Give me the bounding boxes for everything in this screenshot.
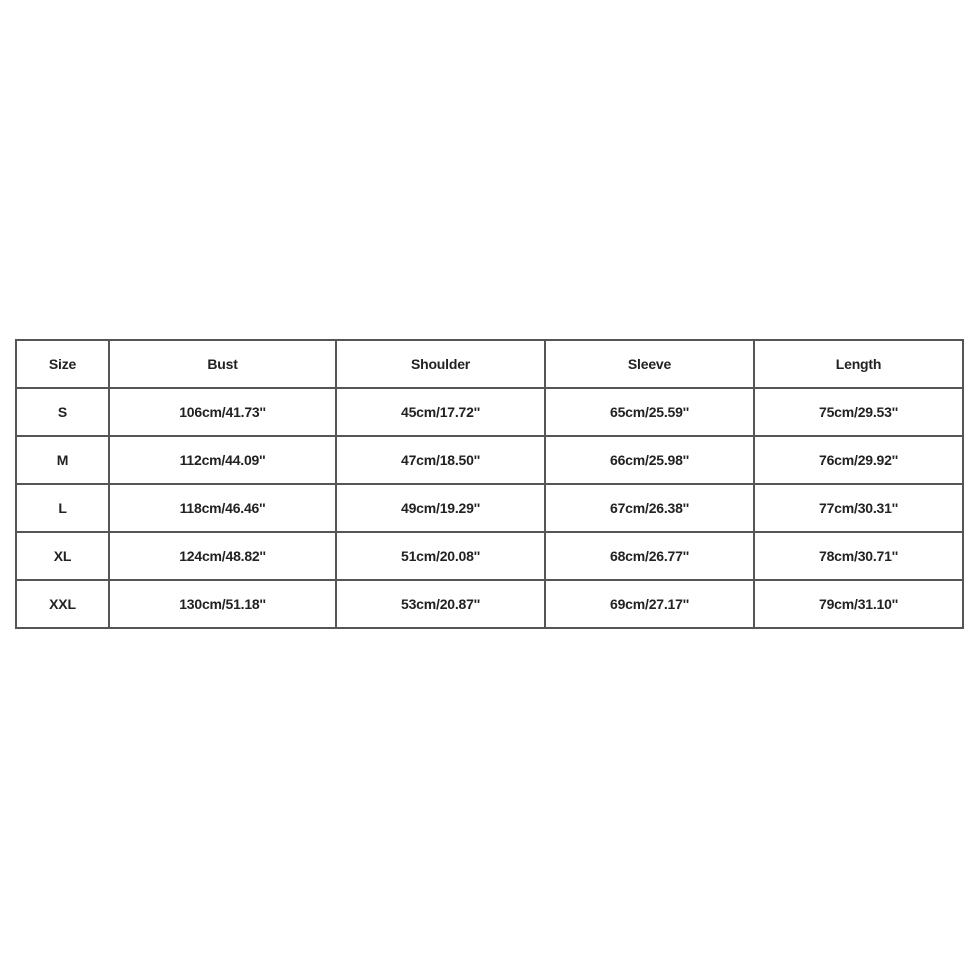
header-length: Length bbox=[754, 340, 963, 388]
cell-sleeve: 67cm/26.38'' bbox=[545, 484, 754, 532]
cell-shoulder: 53cm/20.87'' bbox=[336, 580, 545, 628]
cell-sleeve: 69cm/27.17'' bbox=[545, 580, 754, 628]
size-chart-table bbox=[15, 339, 964, 629]
table-row bbox=[16, 532, 963, 580]
cell-sleeve: 65cm/25.59'' bbox=[545, 388, 754, 436]
table-row bbox=[16, 436, 963, 484]
table-row bbox=[16, 484, 963, 532]
cell-bust: 124cm/48.82'' bbox=[109, 532, 336, 580]
cell-bust: 130cm/51.18'' bbox=[109, 580, 336, 628]
cell-size: L bbox=[16, 484, 109, 532]
cell-bust: 118cm/46.46'' bbox=[109, 484, 336, 532]
cell-shoulder: 45cm/17.72'' bbox=[336, 388, 545, 436]
cell-shoulder: 49cm/19.29'' bbox=[336, 484, 545, 532]
header-sleeve: Sleeve bbox=[545, 340, 754, 388]
cell-length: 79cm/31.10'' bbox=[754, 580, 963, 628]
cell-shoulder: 51cm/20.08'' bbox=[336, 532, 545, 580]
cell-size: XXL bbox=[16, 580, 109, 628]
cell-size: M bbox=[16, 436, 109, 484]
table-row bbox=[16, 580, 963, 628]
table-row bbox=[16, 388, 963, 436]
cell-shoulder: 47cm/18.50'' bbox=[336, 436, 545, 484]
cell-sleeve: 68cm/26.77'' bbox=[545, 532, 754, 580]
header-bust: Bust bbox=[109, 340, 336, 388]
cell-size: S bbox=[16, 388, 109, 436]
cell-bust: 106cm/41.73'' bbox=[109, 388, 336, 436]
cell-bust: 112cm/44.09'' bbox=[109, 436, 336, 484]
cell-length: 78cm/30.71'' bbox=[754, 532, 963, 580]
header-shoulder: Shoulder bbox=[336, 340, 545, 388]
cell-length: 77cm/30.31'' bbox=[754, 484, 963, 532]
cell-length: 75cm/29.53'' bbox=[754, 388, 963, 436]
cell-size: XL bbox=[16, 532, 109, 580]
header-size: Size bbox=[16, 340, 109, 388]
cell-sleeve: 66cm/25.98'' bbox=[545, 436, 754, 484]
cell-length: 76cm/29.92'' bbox=[754, 436, 963, 484]
table-header-row bbox=[16, 340, 963, 388]
